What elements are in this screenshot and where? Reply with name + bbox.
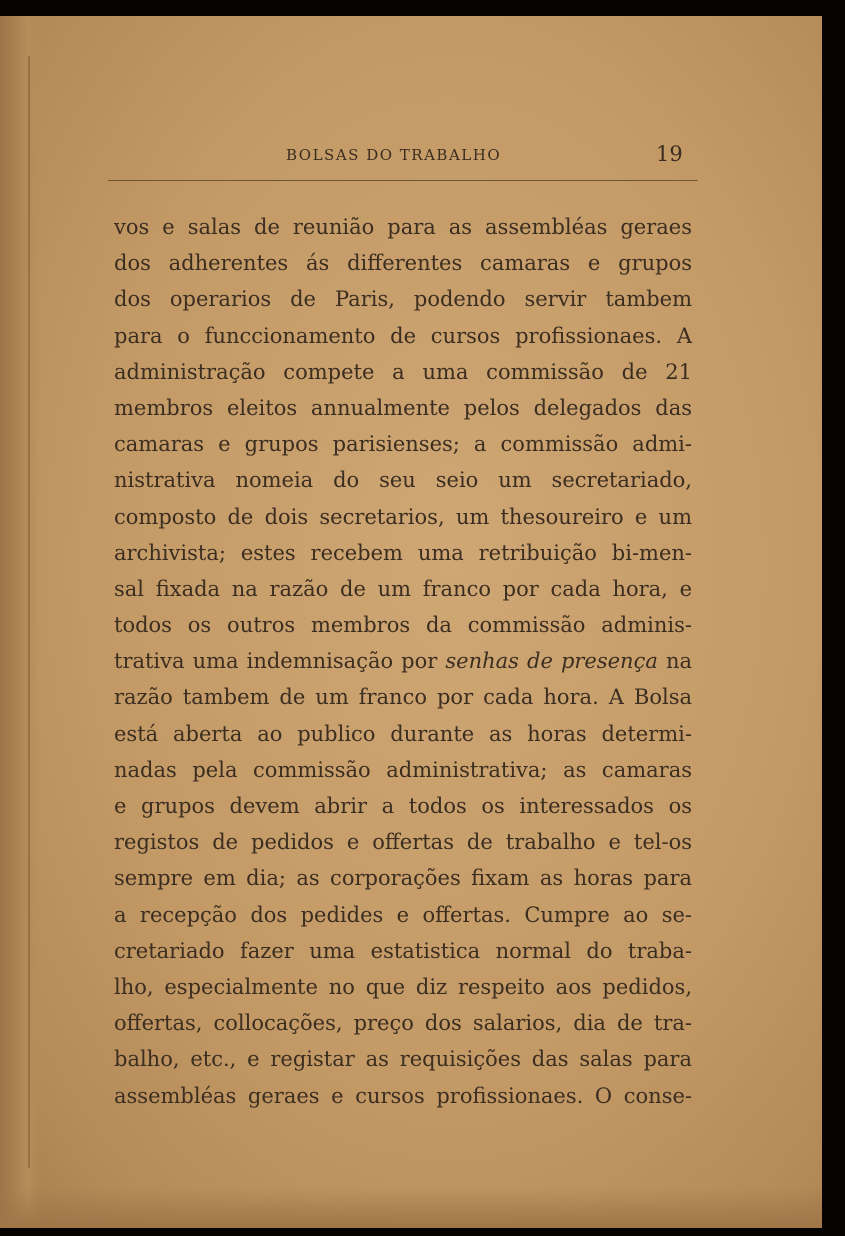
- text-line: assembléas geraes e cursos profissionaes. O conse-: [114, 1083, 692, 1108]
- text-line: registos de pedidos e offertas de trabalho e tel-os: [114, 830, 692, 855]
- text-line: balho, etc., e registar as requisições das salas para: [114, 1047, 692, 1072]
- text-line: archivista; estes recebem uma retribuição bi-men-: [114, 540, 692, 565]
- text-line: está aberta ao publico durante as horas determi-: [114, 721, 692, 746]
- text-line: sempre em dia; as corporações fixam as horas para: [114, 866, 692, 891]
- text-line: dos adherentes ás differentes camaras e grupos: [114, 251, 692, 276]
- text-line: membros eleitos annualmente pelos delegados das: [114, 395, 692, 420]
- text-line: camaras e grupos parisienses; a commissão admi-: [114, 432, 692, 457]
- text-line: cretariado fazer uma estatistica normal do traba-: [114, 938, 692, 963]
- text-segment: trativa uma indemnisação por: [114, 649, 438, 674]
- text-line: administração compete a uma commissão de 21: [114, 359, 692, 384]
- text-line: a recepção dos pedides e offertas. Cumpre ao se-: [114, 902, 692, 927]
- text-line: vos e salas de reunião para as assembléas geraes: [114, 215, 692, 239]
- text-line: dos operarios de Paris, podendo servir tambem: [114, 287, 692, 312]
- text-line: lho, especialmente no que diz respeito aos pedidos,: [114, 974, 692, 999]
- text-line: para o funccionamento de cursos profissionaes. A: [114, 323, 692, 348]
- text-line: razão tambem de um franco por cada hora. A Bolsa: [114, 685, 692, 710]
- text-segment: na: [665, 649, 692, 674]
- text-line: nistrativa nomeia do seu seio um secretariado,: [114, 468, 692, 493]
- page-number: 19: [656, 142, 683, 166]
- text-line: todos os outros membros da commissão adminis-: [114, 613, 692, 638]
- text-line: composto de dois secretarios, um thesoureiro e um: [114, 504, 692, 529]
- italic-phrase: senhas de presença: [445, 649, 658, 674]
- book-page: [0, 16, 822, 1228]
- text-line: offertas, collocações, preço dos salarios, dia de tra-: [114, 1011, 692, 1036]
- text-line: nadas pela commissão administrativa; as camaras: [114, 757, 692, 782]
- text-line: e grupos devem abrir a todos os interessados os: [114, 794, 692, 818]
- body-text: [114, 209, 692, 1114]
- text-line-with-italic: [114, 643, 692, 679]
- running-head: [0, 142, 822, 172]
- text-line: sal fixada na razão de um franco por cada hora, e: [114, 576, 692, 601]
- header-rule: [108, 180, 698, 181]
- page-shadow: [0, 1188, 822, 1228]
- running-head-title: BOLSAS DO TRABALHO: [286, 146, 502, 164]
